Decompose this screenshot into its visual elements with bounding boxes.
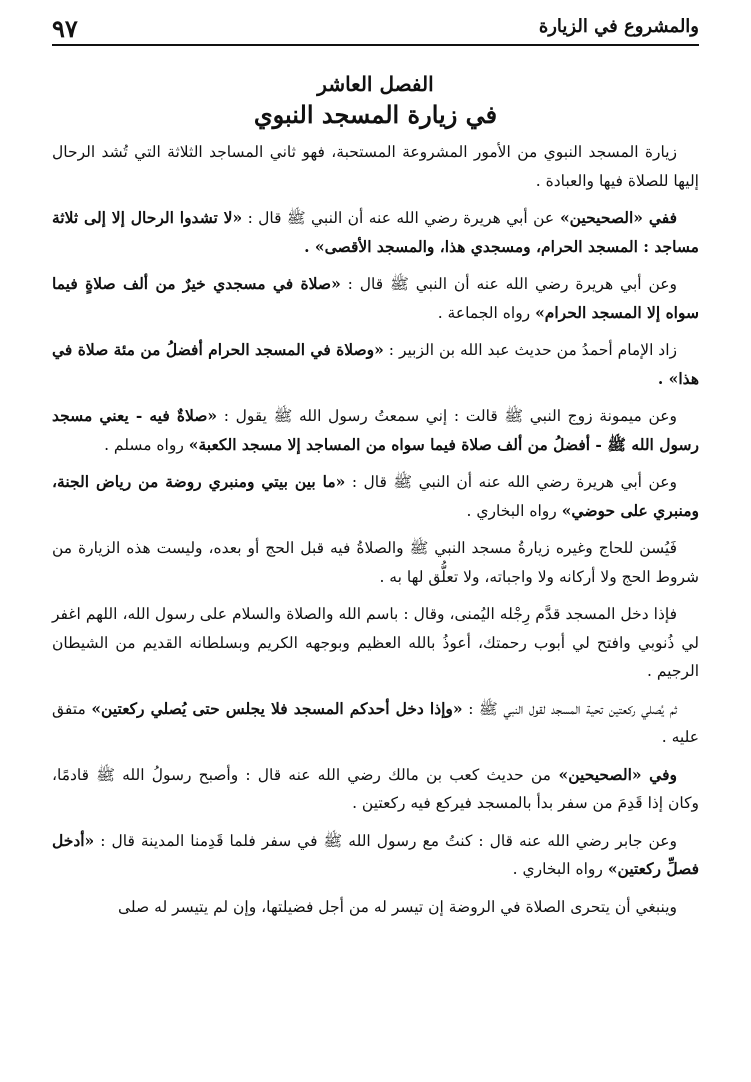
bold-text-run: ففي «الصحيحين»	[554, 208, 677, 227]
page-number: ٩٧	[52, 14, 78, 43]
paragraph	[52, 600, 699, 686]
paragraph	[52, 204, 699, 261]
running-header	[52, 14, 699, 44]
bold-text-run: «صلاةٌ فيه - يعني مسجد رسول الله ﷺ - أفضلُ من ألف صلاة فيما سواه من المساجد إلا مسجد الكعبة»	[52, 406, 699, 454]
text-run: وعن جابر رضي الله عنه قال : كنتُ مع رسول الله ﷺ في سفر فلما قَدِمنا المدينة قال :	[94, 831, 677, 850]
text-run: زاد الإمام أحمدُ من حديث عبد الله بن الزبير :	[383, 341, 677, 359]
chapter-heading	[40, 70, 711, 132]
bold-text-run: وفي «الصحيحين»	[550, 764, 677, 784]
text-run: وعن أبي هريرة رضي الله عنه أن النبي ﷺ قال :	[340, 275, 677, 293]
bold-text-run: «وصلاة في المسجد الحرام أفضلُ من مئة صلاة في هذا» .	[52, 340, 699, 388]
bold-text-run: «لا تشدوا الرحال إلا إلى ثلاثة مساجد : المسجد الحرام، ومسجدي هذا، والمسجد الأقصى» .	[52, 208, 699, 256]
text-run: رواه البخاري .	[466, 501, 562, 520]
paragraph	[52, 468, 699, 525]
text-run: متفق عليه .	[52, 699, 699, 746]
paragraph	[52, 336, 699, 393]
paragraph	[52, 761, 699, 818]
text-run: رواه البخاري .	[512, 860, 608, 878]
text-run: عن أبي هريرة رضي الله عنه أن النبي ﷺ قال :	[242, 209, 555, 227]
paragraph	[52, 827, 699, 884]
chapter-number: الفصل العاشر	[317, 72, 434, 96]
chapter-title: في زيارة المسجد النبوي	[253, 100, 498, 129]
text-run: وعن أبي هريرة رضي الله عنه أن النبي ﷺ قال :	[345, 473, 677, 491]
bold-text-run: «وإذا دخل أحدكم المسجد فلا يجلس حتى يُصلي ركعتين»	[91, 698, 463, 718]
paragraph	[52, 893, 699, 922]
text-run: وعن ميمونة زوج النبي ﷺ قالت : إني سمعتُ رسول الله ﷺ يقول :	[217, 407, 678, 425]
header-rule	[52, 44, 699, 46]
paragraph	[52, 402, 699, 459]
text-run: من حديث كعب بن مالك رضي الله عنه قال : وأصبح رسولُ الله ﷺ قادمًا، وكان إذا قَدِمَ من سفر بدأ بالمسجد فيركع فيه ركعتين .	[52, 765, 699, 812]
text-run: وينبغي أن يتحرى الصلاة في الروضة إن تيسر له من أجل فضيلتها، وإن لم يتيسر له صلى	[118, 897, 677, 916]
text-run: رواه الجماعة .	[437, 303, 536, 322]
running-title: والمشروع في الزيارة	[538, 16, 699, 37]
paragraph	[52, 695, 699, 752]
bold-text-run: «صلاة في مسجدي خيرٌ من ألف صلاةٍ فيما سواه إلا المسجد الحرام»	[52, 274, 699, 322]
paragraph	[52, 138, 699, 195]
paragraph	[52, 534, 699, 591]
text-run: رواه مسلم .	[104, 435, 189, 454]
text-run: زيارة المسجد النبوي من الأمور المشروعة المستحبة، فهو ثاني المساجد الثلاثة التي تُشد الرحال إليها للصلاة فيها والعبادة .	[52, 143, 699, 190]
bold-text-run: «أدخل فصلِّ ركعتين»	[52, 830, 699, 878]
paragraph	[52, 270, 699, 327]
body-text	[52, 138, 699, 930]
text-run: فإذا دخل المسجد قدَّم رِجْله اليُمنى، وقال : باسم الله والصلاة والسلام على رسول الله، اللهم اغفر لي ذُنوبي وافتح لي أبوب رحمتك، أعوذُ بالله العظيم وبوجهه الكريم وبسلطانه القديم من الشيطان الرجيم .	[52, 605, 699, 680]
text-run: فَيُسن للحاج وغيره زيارةُ مسجد النبي ﷺ والصلاةُ فيه قبل الحج أو بعده، وليست هذه الزيارة من شروط الحج ولا أركانه ولا واجباته، ولا تعلُّق لها به .	[52, 539, 699, 586]
text-run: ثم يُصلي ركعتين تحية المسجد لقول النبي ﷺ :	[462, 699, 677, 718]
bold-text-run: «ما بين بيتي ومنبري روضة من رياض الجنة، ومنبري على حوضي»	[52, 472, 699, 520]
